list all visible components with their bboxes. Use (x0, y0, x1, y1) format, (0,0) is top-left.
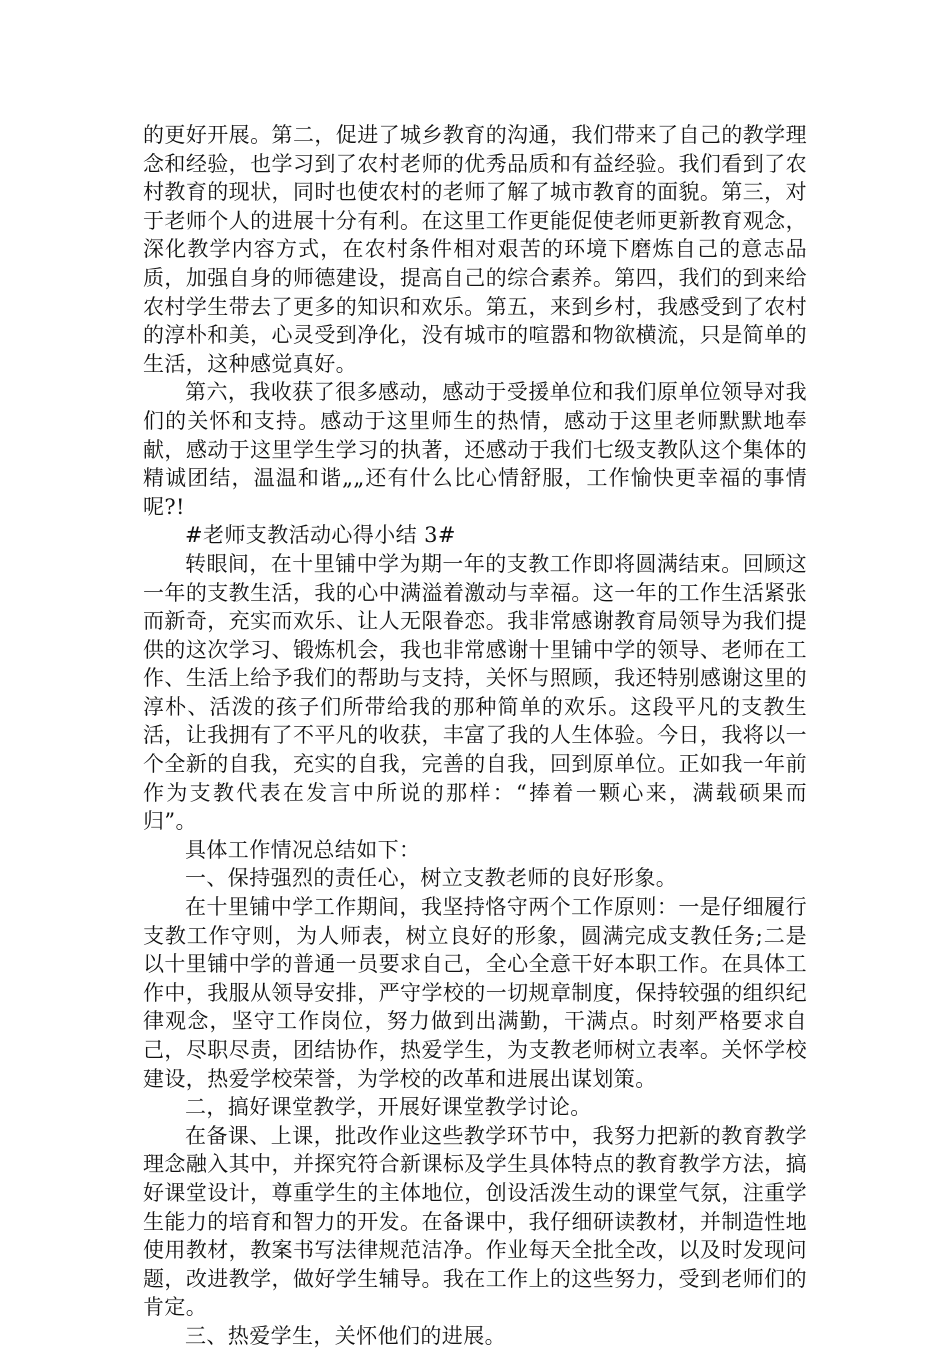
subheading: 二，搞好课堂教学，开展好课堂教学讨论。 (185, 1095, 592, 1120)
paragraph: 的更好开展。第二，促进了城乡教育的沟通，我们带来了自己的教学理念和经验，也学习到了农村老师的优秀品质和有益经验。我们看到了农村教育的现状，同时也使农村的老师了解了城市教育的面貌。第三，对于老师个人的进展十分有利。在这里工作更能促使老师更新教育观念，深化教学内容方式，在农村条件相对艰苦的环境下磨炼自己的意志品质，加强自身的师德建设，提高自己的综合素养。第四，我们的到来给农村学生带去了更多的知识和欢乐。第五，来到乡村，我感受到了农村的淳朴和美，心灵受到净化，没有城市的喧嚣和物欲横流，只是简单的生活，这种感觉真好。 (143, 123, 807, 376)
paragraph: 在十里铺中学工作期间，我坚持恪守两个工作原则：一是仔细履行支教工作守则，为人师表，树立良好的形象，圆满完成支教任务;二是以十里铺中学的普通一员要求自己，全心全意干好本职工作。在具体工作中，我服从领导安排，严守学校的一切规章制度，保持较强的组织纪律观念，坚守工作岗位，努力做到出满勤，干满点。时刻严格要求自己，尽职尽责，团结协作，热爱学生，为支教老师树立表率。关怀学校建设，热爱学校荣誉，为学校的改革和进展出谋划策。 (143, 895, 807, 1091)
subheading: 一、保持强烈的责任心，树立支教老师的良好形象。 (185, 866, 678, 891)
paragraph: 转眼间，在十里铺中学为期一年的支教工作即将圆满结束。回顾这一年的支教生活，我的心中满溢着激动与幸福。这一年的工作生活紧张而新奇，充实而欢乐、让人无限眷恋。我非常感谢教育局领导为我们提供的这次学习、锻炼机会，我也非常感谢十里铺中学的领导、老师在工作、生活上给予我们的帮助与支持，关怀与照顾，我还特别感谢这里的淳朴、活泼的孩子们所带给我的那种简单的欢乐。这段平凡的支教生活，让我拥有了不平凡的收获，丰富了我的人生体验。今日，我将以一个全新的自我，充实的自我，完善的自我，回到原单位。正如我一年前作为支教代表在发言中所说的那样：“捧着一颗心来，满载硕果而归”。 (143, 551, 807, 834)
paragraph: 具体工作情况总结如下： (185, 837, 421, 862)
section-heading: #老师支教活动心得小结 3# (185, 523, 456, 548)
paragraph: 在备课、上课，批改作业这些教学环节中，我努力把新的教育教学理念融入其中，并探究符合新课标及学生具体特点的教育教学方法，搞好课堂设计，尊重学生的主体地位，创设活泼生动的课堂气氛，注重学生能力的培育和智力的开发。在备课中，我仔细研读教材，并制造性地使用教材，教案书写法律规范洁净。作业每天全批全改，以及时发现问题，改进教学，做好学生辅导。我在工作上的这些努力，受到老师们的肯定。 (143, 1123, 807, 1320)
subheading: 三、热爱学生，关怀他们的进展。 (185, 1323, 506, 1348)
paragraph: 第六，我收获了很多感动，感动于受援单位和我们原单位领导对我们的关怀和支持。感动于这里师生的热情，感动于这里老师默默地奉献，感动于这里学生学习的执著，还感动于我们七级支教队这个集体的精诚团结，温温和谐„„还有什么比心情舒服，工作愉快更幸福的事情呢?! (143, 380, 807, 519)
document-page (143, 121, 807, 1351)
